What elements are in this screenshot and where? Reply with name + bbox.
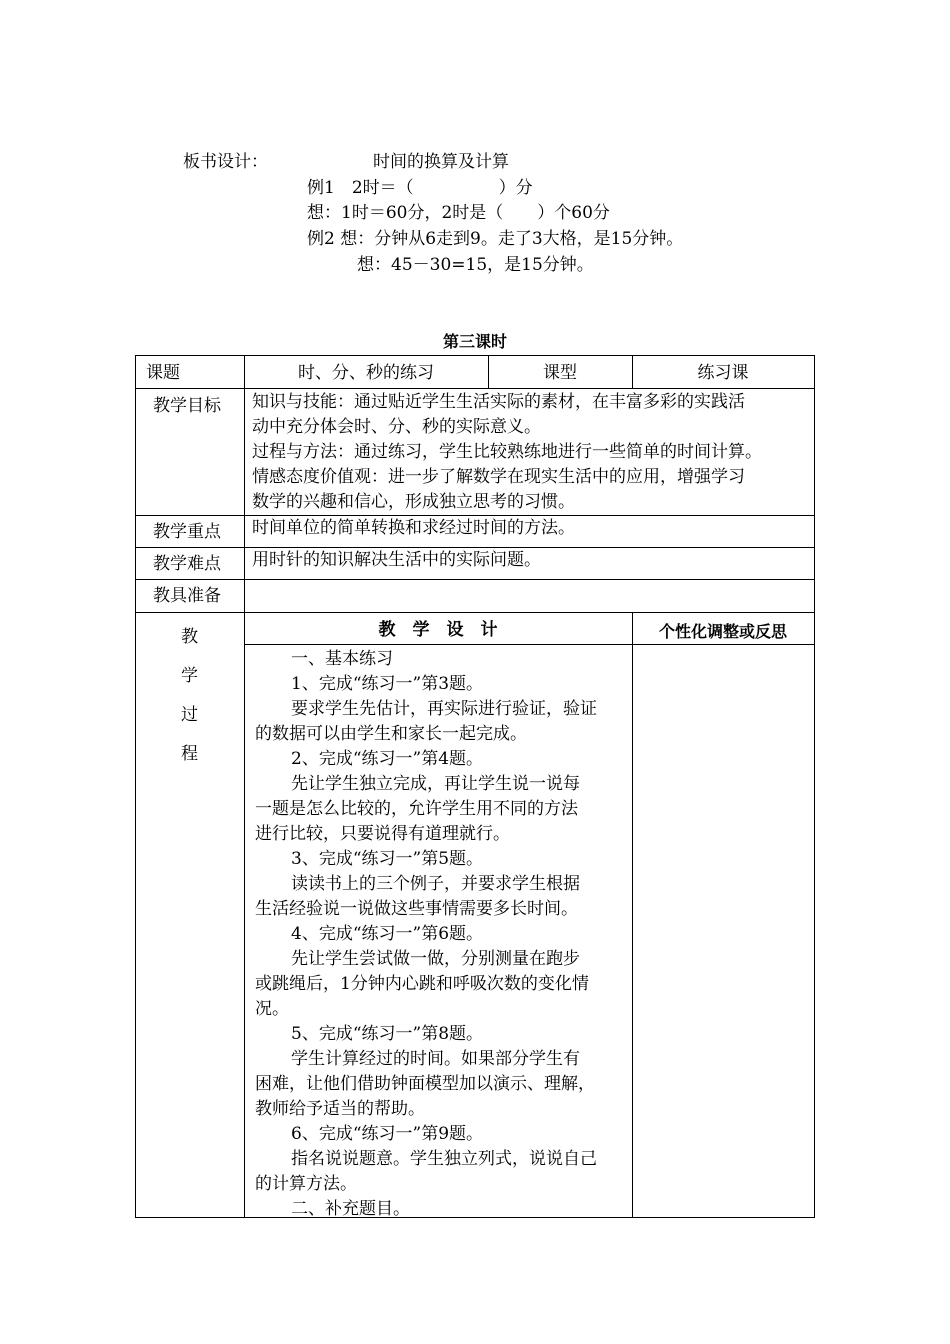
design-line: 2、完成“练习一”第4题。 [291, 749, 484, 769]
design-line: 二、补充题目。 [291, 1199, 410, 1219]
key-points-label: 教学重点 [153, 522, 221, 542]
design-body [255, 647, 597, 1222]
goals-line: 过程与方法：通过练习，学生比较熟练地进行一些简单的时间计算。 [252, 442, 762, 462]
lesson-heading: 第三课时 [442, 332, 507, 351]
design-line: 要求学生先估计，再实际进行验证，验证 [291, 699, 597, 719]
design-line: 4、完成“练习一”第6题。 [291, 924, 484, 944]
goals-label: 教学目标 [153, 396, 221, 416]
design-line: 或跳绳后，1分钟内心跳和呼吸次数的变化情 [255, 974, 589, 994]
design-header: 教 学 设 计 [378, 620, 498, 640]
design-line: 先让学生尝试做一做，分别测量在跑步 [291, 949, 580, 969]
goals-line: 动中充分体会时、分、秒的实际意义。 [252, 417, 541, 437]
row-divider [136, 612, 814, 613]
row-divider [136, 388, 814, 389]
board-example-2: 例2 想：分钟从6走到9。走了3大格，是15分钟。 [307, 229, 684, 249]
design-line: 一题是怎么比较的，允许学生用不同的方法 [255, 799, 578, 819]
goals-line: 情感态度价值观：进一步了解数学在现实生活中的应用，增强学习 [252, 467, 745, 487]
design-line: 进行比较，只要说得有道理就行。 [255, 824, 510, 844]
design-line: 5、完成“练习一”第8题。 [291, 1024, 484, 1044]
type-value: 练习课 [697, 363, 749, 383]
process-label [181, 618, 198, 774]
design-line: 1、完成“练习一”第3题。 [291, 674, 484, 694]
design-line: 6、完成“练习一”第9题。 [291, 1124, 484, 1144]
row-divider [136, 579, 814, 580]
board-design-label: 板书设计： [183, 152, 268, 172]
reflection-header: 个性化调整或反思 [658, 622, 787, 641]
lesson-plan-table [135, 355, 815, 1218]
board-example-1: 例1 2时＝（ ）分 [307, 178, 533, 198]
board-design-title: 时间的换算及计算 [373, 152, 509, 172]
topic-label: 课题 [146, 363, 180, 383]
design-line: 况。 [255, 999, 289, 1019]
process-label-char: 教 [181, 627, 198, 647]
design-line: 困难，让他们借助钟面模型加以演示、理解， [255, 1074, 595, 1094]
process-label-char: 程 [181, 744, 198, 764]
design-line: 生活经验说一说做这些事情需要多长时间。 [255, 899, 578, 919]
goals-line: 知识与技能：通过贴近学生生活实际的素材，在丰富多彩的实践活 [252, 392, 745, 412]
process-label-char: 学 [181, 666, 198, 686]
topic-value: 时、分、秒的练习 [298, 363, 434, 383]
design-line: 学生计算经过的时间。如果部分学生有 [291, 1049, 580, 1069]
design-line: 先让学生独立完成，再让学生说一说每 [291, 774, 580, 794]
tools-label: 教具准备 [153, 586, 221, 606]
design-line: 指名说说题意。学生独立列式，说说自己 [291, 1149, 597, 1169]
goals-line: 数学的兴趣和信心，形成独立思考的习惯。 [252, 492, 575, 512]
design-line: 读读书上的三个例子，并要求学生根据 [291, 874, 580, 894]
type-label: 课型 [543, 363, 577, 383]
design-line: 一、基本练习 [291, 649, 393, 669]
process-label-char: 过 [181, 705, 198, 725]
column-divider [244, 356, 245, 1217]
difficulty-value: 用时针的知识解决生活中的实际问题。 [252, 550, 541, 570]
key-points-value: 时间单位的简单转换和求经过时间的方法。 [252, 518, 575, 538]
design-line: 教师给予适当的帮助。 [255, 1099, 425, 1119]
goals-text [252, 390, 762, 515]
board-think-2: 想：45－30=15，是15分钟。 [357, 255, 594, 275]
difficulty-label: 教学难点 [153, 554, 221, 574]
reflection-body [632, 644, 814, 1216]
design-line: 的计算方法。 [255, 1174, 357, 1194]
board-think-1: 想：1时＝60分，2时是（ ）个60分 [307, 203, 610, 223]
design-line: 3、完成“练习一”第5题。 [291, 849, 484, 869]
design-line: 的数据可以由学生和家长一起完成。 [255, 724, 527, 744]
